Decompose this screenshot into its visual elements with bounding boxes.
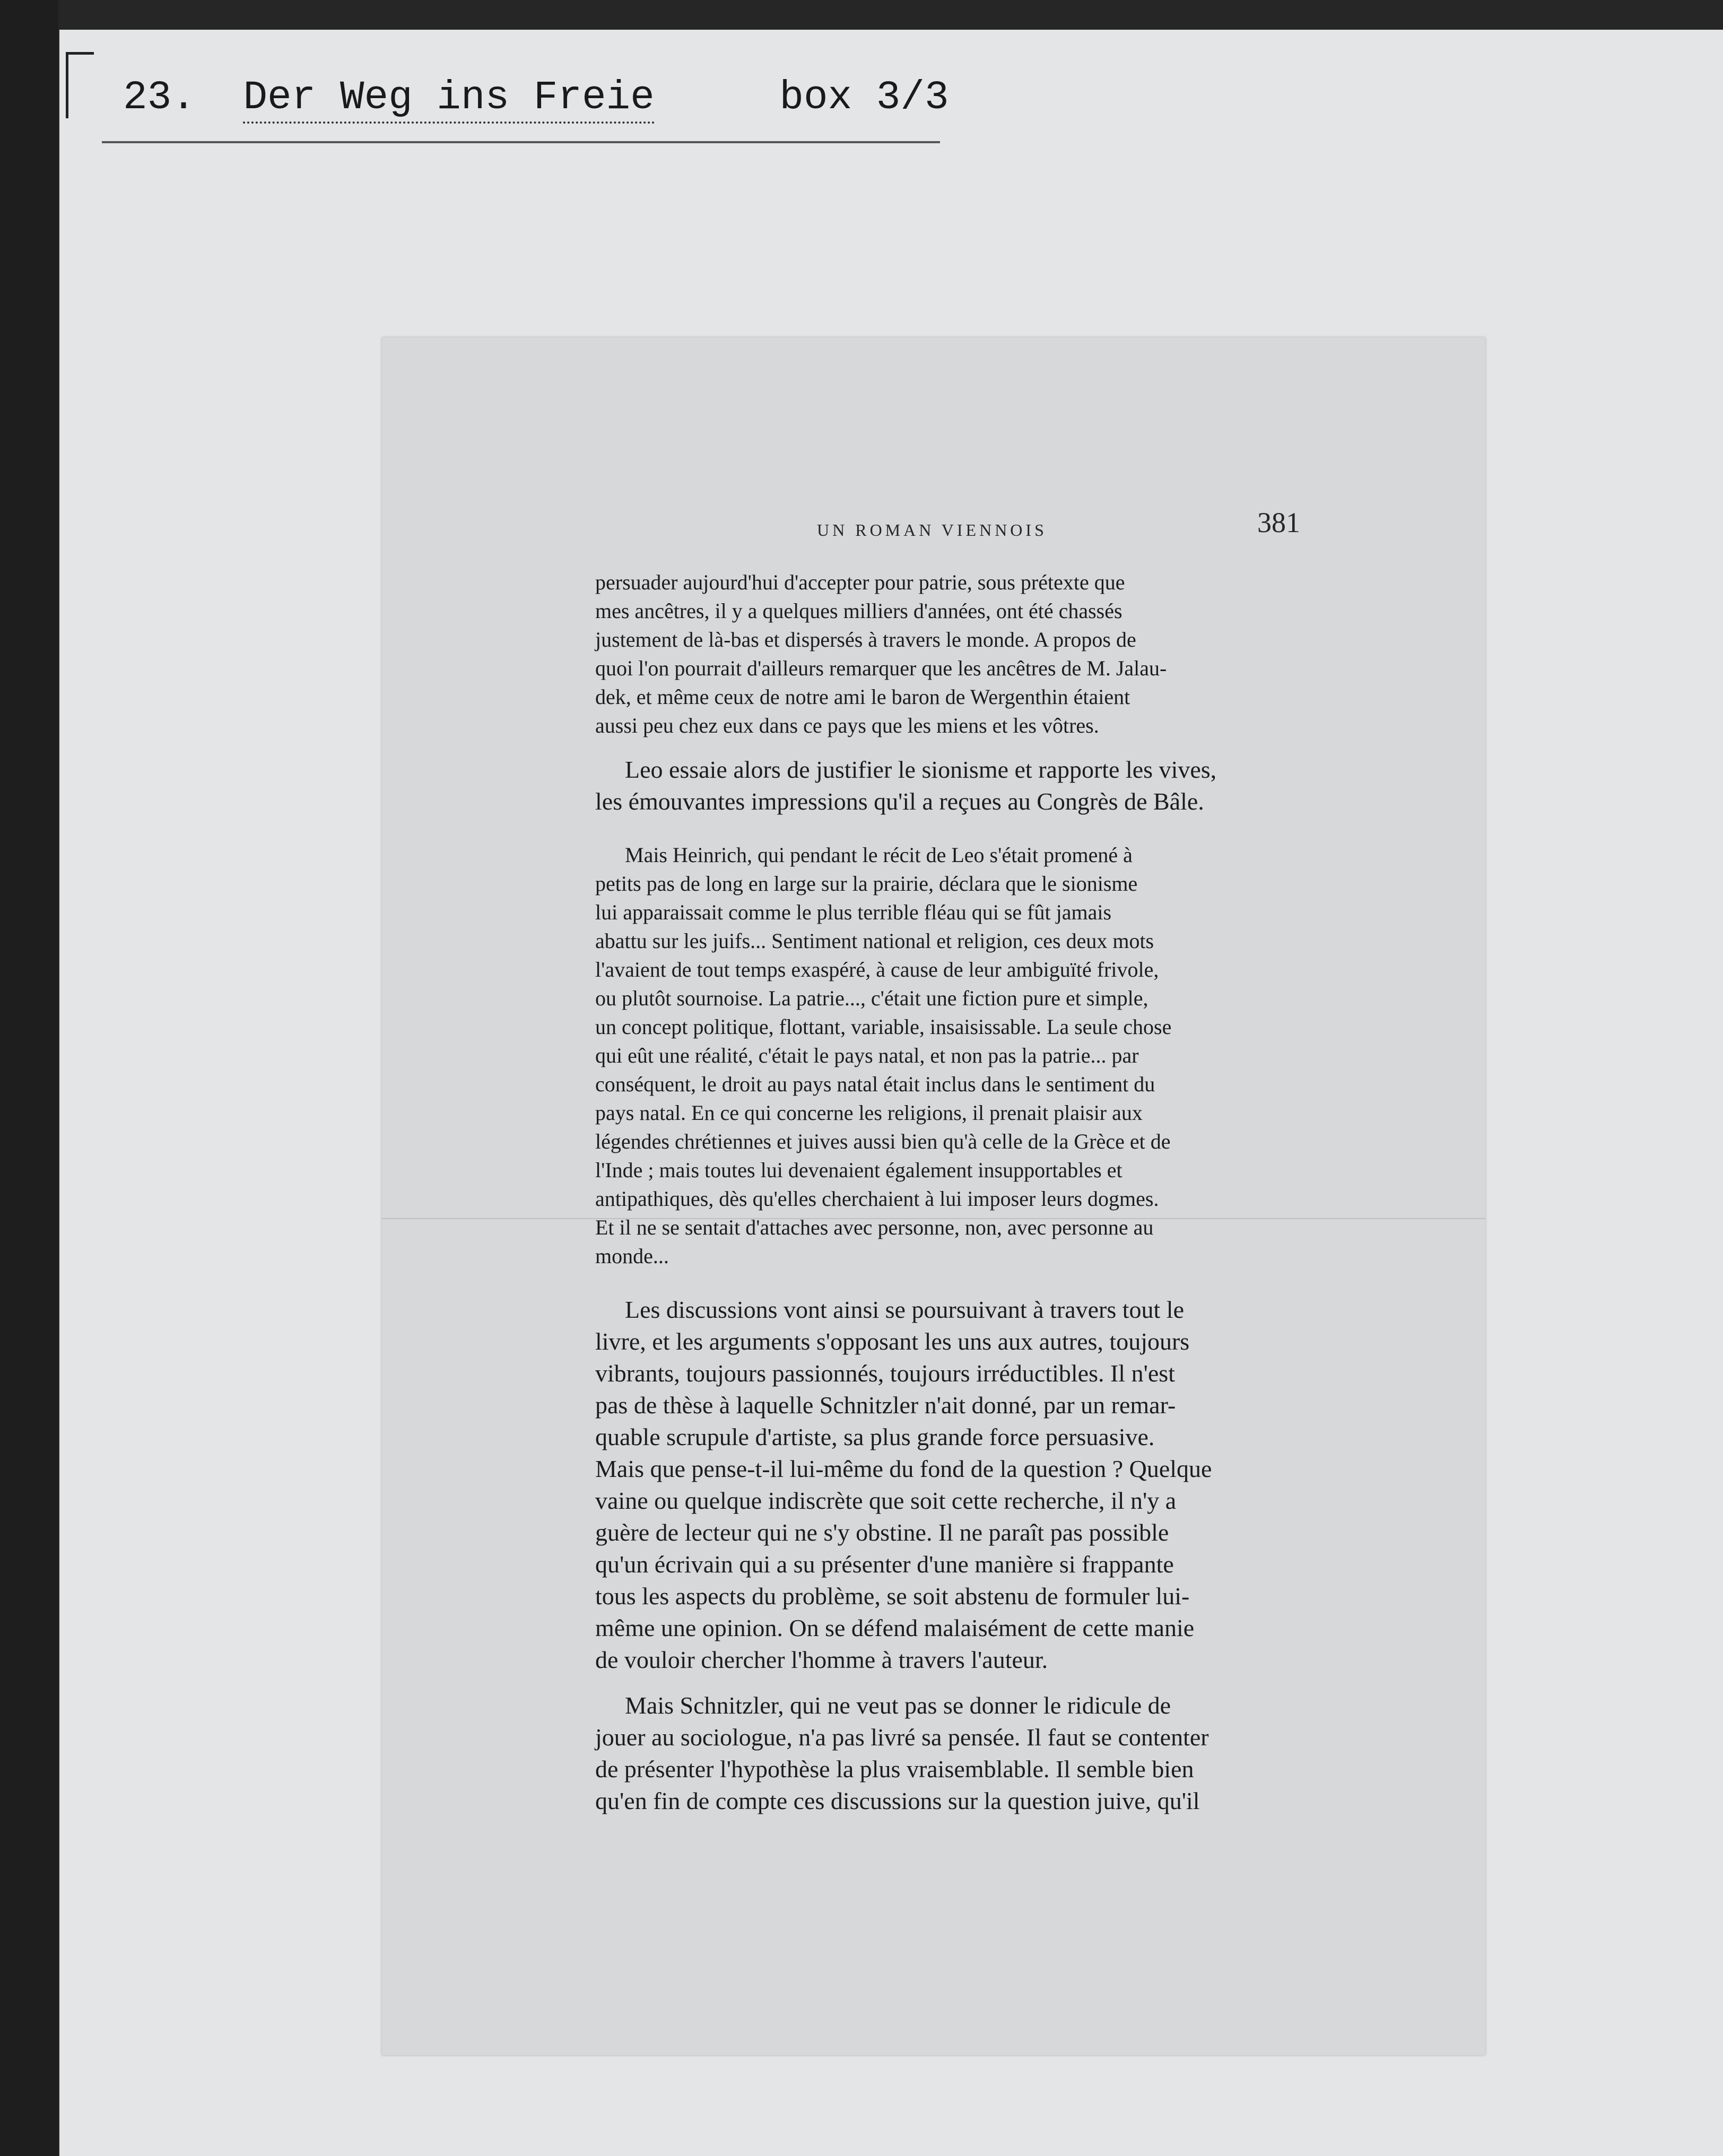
- text-line: qui eût une réalité, c'était le pays natal, et non pas la patrie... par: [595, 1044, 1139, 1067]
- text-line: ou plutôt sournoise. La patrie..., c'était une fiction pure et simple,: [595, 986, 1148, 1010]
- text-line: de présenter l'hypothèse la plus vraisemblable. Il semble bien: [595, 1755, 1194, 1783]
- article-body: [595, 568, 1306, 1817]
- newspaper-clipping: [382, 337, 1485, 2055]
- text-line: légendes chrétiennes et juives aussi bien qu'à celle de la Grèce et de: [595, 1129, 1171, 1153]
- text-line: qu'un écrivain qui a su présenter d'une manière si frappante: [595, 1551, 1174, 1578]
- card-corner-mark: [66, 52, 94, 118]
- text-line: un concept politique, flottant, variable, insaisissable. La seule chose: [595, 1015, 1172, 1039]
- text-line: abattu sur les juifs... Sentiment national et religion, ces deux mots: [595, 929, 1154, 953]
- text-line: quoi l'on pourrait d'ailleurs remarquer que les ancêtres de M. Jalau-: [595, 656, 1167, 680]
- card-header: [123, 75, 949, 124]
- page-number: 381: [1257, 507, 1300, 538]
- text-line: vaine ou quelque indiscrète que soit cette recherche, il n'y a: [595, 1487, 1177, 1514]
- archive-card: [59, 30, 1723, 2156]
- text-line: guère de lecteur qui ne s'y obstine. Il ne paraît pas possible: [595, 1519, 1169, 1546]
- text-line: pas de thèse à laquelle Schnitzler n'ait donné, par un remar-: [595, 1392, 1176, 1419]
- paragraph-2: [595, 754, 1306, 818]
- text-line: jouer au sociologue, n'a pas livré sa pensée. Il faut se contenter: [595, 1724, 1209, 1751]
- scanner-border-left: [0, 0, 58, 2156]
- text-line: quable scrupule d'artiste, sa plus grande force persuasive.: [595, 1423, 1155, 1450]
- paragraph-3: [595, 841, 1306, 1271]
- text-line: persuader aujourd'hui d'accepter pour patrie, sous prétexte que: [595, 570, 1125, 594]
- text-line: lui apparaissait comme le plus terrible fléau qui se fût jamais: [595, 900, 1112, 924]
- text-line: Mais Heinrich, qui pendant le récit de Leo s'était promené à: [625, 843, 1133, 867]
- text-line: petits pas de long en large sur la prairie, déclara que le sionisme: [595, 872, 1138, 896]
- scanner-border-top: [0, 0, 1723, 29]
- paragraph-4: [595, 1294, 1306, 1676]
- paragraph-1: [595, 568, 1306, 740]
- text-line: livre, et les arguments s'opposant les uns aux autres, toujours: [595, 1328, 1190, 1355]
- text-line: l'avaient de tout temps exaspéré, à cause de leur ambiguïté frivole,: [595, 958, 1159, 981]
- text-line: Et il ne se sentait d'attaches avec personne, non, avec personne au: [595, 1215, 1154, 1239]
- text-line: l'Inde ; mais toutes lui devenaient également insupportables et: [595, 1158, 1122, 1182]
- text-line: Mais que pense-t-il lui-même du fond de la question ? Quelque: [595, 1455, 1212, 1482]
- text-line: Les discussions vont ainsi se poursuivant à travers tout le: [625, 1296, 1185, 1323]
- text-line: justement de là-bas et dispersés à travers le monde. A propos de: [595, 628, 1136, 651]
- text-line: aussi peu chez eux dans ce pays que les miens et les vôtres.: [595, 714, 1099, 737]
- text-line: Leo essaie alors de justifier le sionisme et rapporte les vives,: [625, 756, 1217, 783]
- text-line: les émouvantes impressions qu'il a reçues au Congrès de Bâle.: [595, 788, 1204, 815]
- text-line: pays natal. En ce qui concerne les religions, il prenait plaisir aux: [595, 1101, 1143, 1125]
- folder-number: 23.: [123, 75, 196, 120]
- paragraph-5: [595, 1690, 1306, 1817]
- folder-title: Der Weg ins Freie: [243, 75, 654, 124]
- header-rule: [102, 141, 940, 143]
- text-line: tous les aspects du problème, se soit abstenu de formuler lui-: [595, 1583, 1190, 1610]
- text-line: Mais Schnitzler, qui ne veut pas se donner le ridicule de: [625, 1692, 1171, 1719]
- text-line: qu'en fin de compte ces discussions sur la question juive, qu'il: [595, 1787, 1200, 1814]
- text-line: monde...: [595, 1244, 669, 1268]
- text-line: dek, et même ceux de notre ami le baron de Wergenthin étaient: [595, 685, 1130, 709]
- text-line: de vouloir chercher l'homme à travers l'auteur.: [595, 1646, 1048, 1673]
- text-line: mes ancêtres, il y a quelques milliers d'années, ont été chassés: [595, 599, 1122, 623]
- text-line: vibrants, toujours passionnés, toujours irréductibles. Il n'est: [595, 1360, 1175, 1387]
- text-line: même une opinion. On se défend malaisément de cette manie: [595, 1614, 1195, 1641]
- text-line: antipathiques, dès qu'elles cherchaient à lui imposer leurs dogmes.: [595, 1187, 1159, 1211]
- box-label: box 3/3: [779, 75, 949, 120]
- text-line: conséquent, le droit au pays natal était inclus dans le sentiment du: [595, 1072, 1155, 1096]
- running-head: UN ROMAN VIENNOIS: [817, 520, 1047, 540]
